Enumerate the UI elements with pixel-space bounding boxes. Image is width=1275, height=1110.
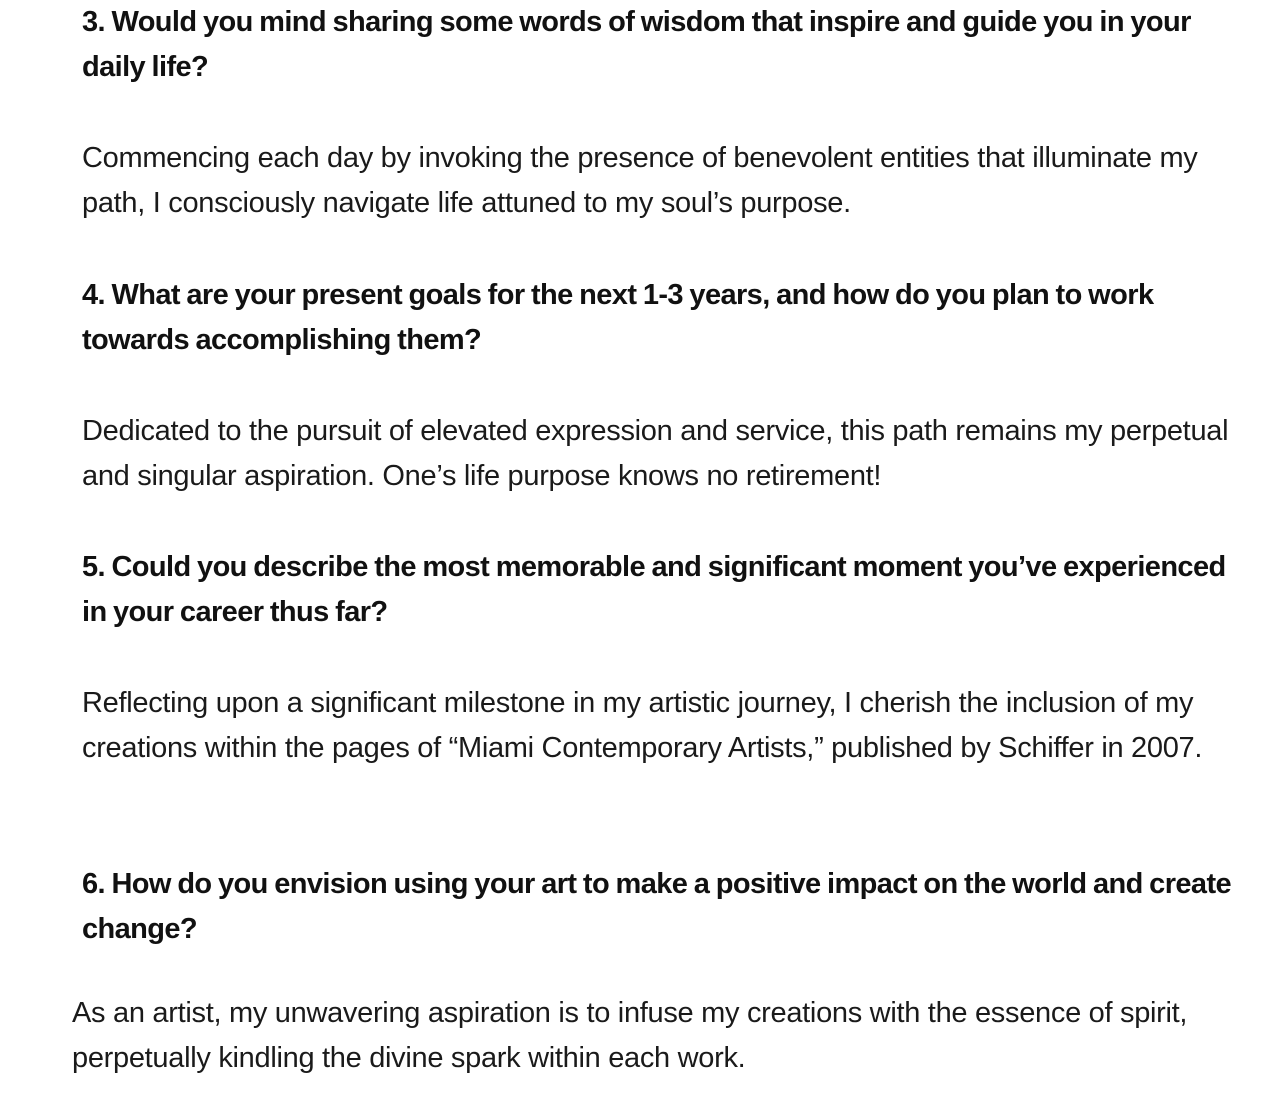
answer-6: As an artist, my unwavering aspiration is to infuse my creations with the essence of spirit, perpetually kindling the divine spark within each work. [72,997,1188,1074]
answer-4: Dedicated to the pursuit of elevated expression and service, this path remains my perpetual and singular aspiration. One’s life purpose knows no retirement! [82,415,1229,492]
answer-5: Reflecting upon a significant milestone in my artistic journey, I cherish the inclusion of my creations within the pages of “Miami Contemporary Artists,” published by Schiffer in 2007. [82,687,1203,764]
question-6: 6. How do you envision using your art to make a positive impact on the world and create change? [82,868,1232,945]
question-3: 3. Would you mind sharing some words of wisdom that inspire and guide you in your daily life? [82,6,1191,83]
question-5: 5. Could you describe the most memorable and significant moment you’ve experienced in your career thus far? [82,551,1226,628]
answer-3: Commencing each day by invoking the presence of benevolent entities that illuminate my path, I consciously navigate life attuned to my soul’s purpose. [82,142,1198,219]
question-4: 4. What are your present goals for the next 1-3 years, and how do you plan to work towards accomplishing them? [82,279,1154,356]
